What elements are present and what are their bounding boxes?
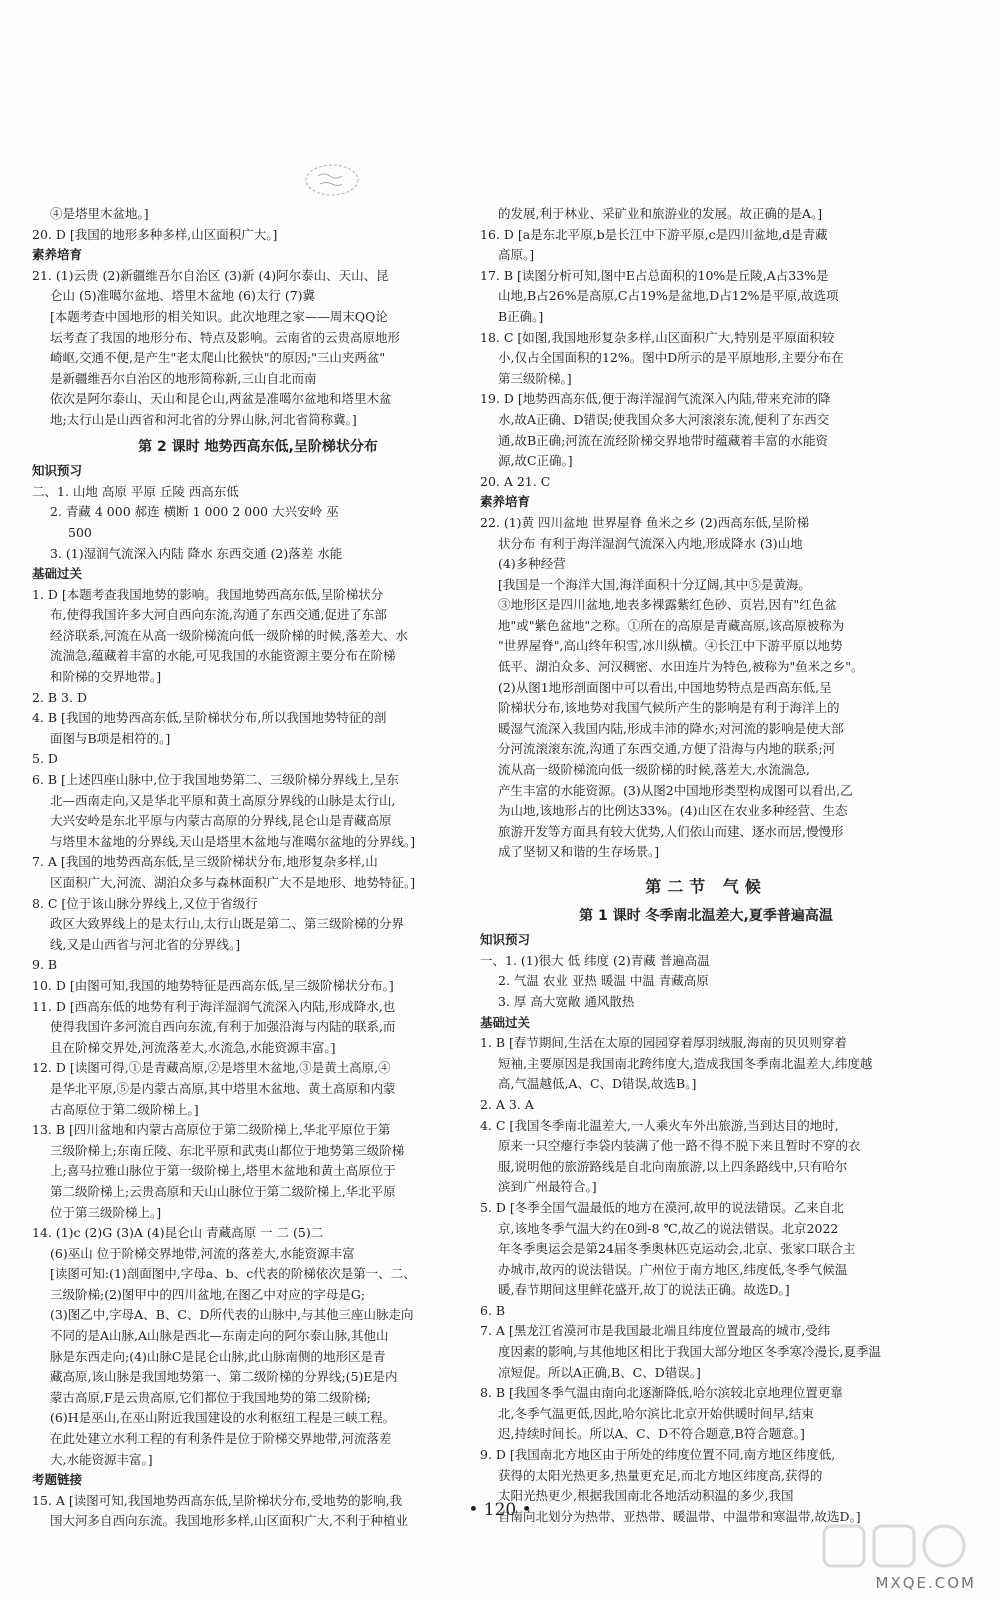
text-line: 暖湿气流深入我国内陆,形成丰沛的降水;对河流的影响是使大部: [498, 720, 844, 736]
text-line: 小,仅占全国面积的12%。图中D所示的是平原地形,主要分布在: [498, 350, 844, 366]
text-line: 京,该地冬季气温大约在0到-8 ℃,故乙的说法错误。北京2022: [498, 1220, 839, 1236]
ink-stamp-icon: [300, 160, 364, 200]
text-line: 暖,春节期间这里鲜花盛开,故丁的说法正确。故选D。]: [498, 1282, 790, 1298]
text-line: 5. D: [32, 751, 58, 767]
text-line: 依次是阿尔泰山、天山和昆仑山,两盆是准噶尔盆地和塔里木盆: [50, 391, 392, 407]
text-line: (6)H是巫山,在巫山附近我国建设的水利枢纽工程是三峡工程。: [50, 1410, 396, 1426]
text-line: 面图与B项是相符的。]: [50, 730, 171, 746]
text-line: 22. (1)黄 四川盆地 世界屋脊 鱼米之乡 (2)西高东低,呈阶梯: [480, 514, 810, 530]
text-line: 低平、湖泊众多、河汉稠密、水田连片为特色,被称为"鱼米之乡"。: [498, 659, 864, 675]
text-line: (6)巫山 位于阶梯交界地带,河流的落差大,水能资源丰富: [50, 1245, 355, 1261]
text-line: 14. (1)c (2)G (3)A (4)昆仑山 青藏高原 一 二 (5)二: [32, 1225, 324, 1241]
text-line: 8. C [位于该山脉分界线上,又位于省级行: [32, 895, 258, 911]
text-line: 高,气温越低,A、C、D错误,故选B。]: [498, 1076, 697, 1092]
text-line: 大兴安岭是东北平原与内蒙古高原的分界线,昆仑山是青藏高原: [50, 813, 392, 829]
lesson-title: 第 2 课时 地势西高东低,呈阶梯状分布: [138, 438, 378, 455]
text-line: 7. A [黑龙江省漠河市是我国最北端且纬度位置最高的城市,受纬: [480, 1323, 831, 1339]
text-line: 且在阶梯交界处,河流落差大,水流急,水能资源丰富。]: [50, 1039, 336, 1055]
text-line: "世界屋脊",高山终年积雪,冰川纵横。④长江中下游平原以地势: [498, 638, 843, 654]
text-line: 一、1. (1)很大 低 纬度 (2)青藏 普遍高温: [480, 952, 710, 968]
text-line: 政区大致界线上的是太行山,太行山既是第二、第三级阶梯的分界: [50, 916, 404, 932]
text-line: (3)图乙中,字母A、B、C、D所代表的山脉中,与其他三座山脉走向: [50, 1307, 414, 1323]
text-line: 水,故A正确、D错误;使我国众多大河滚滚东流,便利了东西交: [498, 411, 830, 427]
text-line: 流从高一级阶梯流向低一级阶梯的时候,落差大,水流湍急,: [498, 762, 810, 778]
text-line: 办城市,故丙的说法错误。广州位于南方地区,纬度低,冬季气候温: [498, 1261, 848, 1277]
text-line: 第三级阶梯。]: [498, 370, 572, 386]
text-line: B正确。]: [498, 308, 544, 324]
text-line: 北—西南走向,又是华北平原和黄土高原分界线的山脉是太行山,: [50, 792, 396, 808]
text-line: 2. 青藏 4 000 郝连 横断 1 000 2 000 大兴安岭 巫: [50, 504, 339, 520]
text-line: 蒙古高原,F是云贵高原,它们都位于我国地势的第二级阶梯;: [50, 1389, 371, 1405]
lesson-title: 第 1 课时 冬季南北温差大,夏季普遍高温: [579, 907, 833, 924]
text-line: 短袖,主要原因是我国南北跨纬度大,造成我国冬季南北温差大,纬度越: [498, 1055, 873, 1071]
text-line: 自南向北划分为热带、亚热带、暖温带、中温带和寒温带,故选D。]: [498, 1508, 861, 1524]
text-line: 21. (1)云贵 (2)新疆维吾尔自治区 (3)新 (4)阿尔泰山、天山、昆: [32, 267, 389, 283]
text-line: 是华北平原,⑤是内蒙古高原,其中塔里木盆地、黄土高原和内蒙: [50, 1080, 396, 1096]
text-line: 6. B [上述四座山脉中,位于我国地势第二、三级阶梯分界线上,呈东: [32, 772, 399, 788]
text-line: 坛考查了我国的地形分布、特点及影响。云南省的云贵高原地形: [50, 329, 401, 345]
text-line: 仑山 (5)准噶尔盆地、塔里木盆地 (6)太行 (7)冀: [50, 288, 316, 304]
section-heading: 素养培育: [480, 494, 531, 510]
text-line: 通,故B正确;河流在流经阶梯交界地带时蕴藏着丰富的水能资: [498, 432, 828, 448]
text-line: 年冬季奥运会是第24届冬季奥林匹克运动会,北京、张家口联合主: [498, 1241, 856, 1257]
text-line: 2. B 3. D: [32, 689, 87, 705]
text-line: 地;太行山是山西省和河北省的分界山脉,河北省简称冀。]: [50, 411, 357, 427]
text-line: 成了坚韧又和谐的生存场景。]: [498, 844, 660, 860]
text-line: [读图可知:(1)剖面图中,字母a、b、c代表的阶梯依次是第一、二、: [50, 1266, 416, 1282]
text-line: [本题考查中国地形的相关知识。此次地理之家——周末QQ论: [50, 308, 388, 324]
text-line: 原来一只空瘪行李袋内装满了他一路不得不脱下来且暂时不穿的衣: [498, 1138, 861, 1154]
section-heading: 知识预习: [32, 463, 83, 479]
text-line: 19. D [地势西高东低,便于海洋湿润气流深入内陆,带来充沛的降: [480, 391, 831, 407]
text-line: 17. B [读图分析可知,图中E占总面积的10%是丘陵,A占33%是: [480, 267, 829, 283]
text-line: 1. D [本题考查我国地势的影响。我国地势西高东低,呈阶梯状分: [32, 586, 384, 602]
text-line: 和阶梯的交界地带。]: [50, 669, 162, 685]
section-heading: 知识预习: [480, 932, 531, 948]
text-line: 7. A [我国的地势西高东低,呈三级阶梯状分布,地形复杂多样,山: [32, 854, 378, 870]
text-line: 为山地,该地形占的比例达33%。(4)山区在农业多种经营、生态: [498, 803, 848, 819]
text-line: 大,水能资源丰富。]: [50, 1451, 153, 1467]
text-line: 3. 厚 高大宽敞 通风散热: [498, 993, 635, 1009]
text-line: 500: [68, 524, 92, 540]
text-line: 与塔里木盆地的分界线,天山是塔里木盆地与准噶尔盆地的分界线。]: [50, 833, 416, 849]
text-line: 地"或"紫色盆地"之称。①所在的高原是青藏高原,该高原被称为: [498, 617, 845, 633]
section-heading: 考题链接: [32, 1472, 83, 1488]
text-line: 状分布 有利于海洋湿润气流深入内地,形成降水 (3)山地: [498, 535, 803, 551]
text-line: 5. D [冬季全国气温最低的地方在漠河,故甲的说法错误。乙来自北: [480, 1199, 844, 1215]
text-line: 2. A 3. A: [480, 1096, 534, 1112]
text-line: 国大河多自西向东流。我国地形多样,山区面积广大,不利于种植业: [50, 1513, 408, 1529]
text-line: 山地,B占26%是高原,C占19%是盆地,D占12%是平原,故选项: [498, 288, 839, 304]
text-line: 旅游开发等方面具有较大优势,人们依山而建、逐水而居,慢慢形: [498, 823, 844, 839]
text-line: ④是塔里木盆地。]: [50, 206, 149, 221]
text-line: 18. C [如图,我国地形复杂多样,山区面积广大,特别是平原面积较: [480, 329, 835, 345]
text-line: 20. D [我国的地形多种多样,山区面积广大。]: [32, 226, 278, 242]
section-heading: 基础过关: [32, 566, 83, 582]
text-line: 不同的是A山脉,A山脉是西北—东南走向的阿尔泰山脉,其他山: [50, 1328, 389, 1344]
text-line: 1. B [春节期间,生活在太原的园园穿着厚羽绒服,海南的贝贝则穿着: [480, 1035, 847, 1051]
left-column: [32, 204, 484, 1532]
text-line: 布,使得我国许多大河自西向东流,沟通了东西交通,促进了东部: [50, 607, 387, 623]
text-line: 11. D [西高东低的地势有利于海洋湿润气流深入内陆,形成降水,也: [32, 998, 396, 1014]
text-line: 区面积广大,河流、湖泊众多与森林面积广大不是地形、地势特征。]: [50, 875, 416, 890]
text-line: [我国是一个海洋大国,海洋面积十分辽阔,其中⑤是黄海。: [498, 576, 811, 592]
text-line: 20. A 21. C: [480, 473, 551, 489]
text-line: 高原。]: [498, 247, 535, 263]
text-line: 流湍急,蕴藏着丰富的水能,可见我国的水能资源主要分布在阶梯: [50, 648, 396, 664]
text-line: 上;喜马拉雅山脉位于第一级阶梯上,塔里木盆地和黄土高原位于: [50, 1163, 396, 1179]
text-line: 线,又是山西省与河北省的分界线。]: [50, 936, 241, 952]
text-line: 藏高原,该山脉是我国地势第一、第二级阶梯的分界线;(5)E是内: [50, 1369, 398, 1385]
text-line: 的发展,利于林业、采矿业和旅游业的发展。故正确的是A。]: [498, 206, 823, 221]
text-line: 4. B [我国的地势西高东低,呈阶梯状分布,所以我国地势特征的剖: [32, 710, 387, 726]
text-line: 6. B: [480, 1302, 506, 1318]
text-line: 16. D [a是东北平原,b是长江中下游平原,c是四川盆地,d是青藏: [480, 226, 828, 242]
text-line: 崎岖,交通不便,是产生"老太爬山比猴快"的原因;"三山夹两盆": [50, 350, 386, 366]
text-line: (2)从图1地形剖面图中可以看出,中国地势特点是西高东低,呈: [498, 679, 832, 695]
watermark-text: MXQE.COM: [875, 1574, 976, 1592]
text-line: 太阳光热更少,根据我国南北各地活动积温的多少,我国: [498, 1488, 794, 1504]
text-line: 阶梯状分布,该地势对我国气候所产生的影响是有利于海洋上的: [498, 700, 840, 716]
text-line: ③地形区是四川盆地,地表多裸露紫红色砂、页岩,因有"红色盆: [498, 597, 837, 613]
text-line: 8. B [我国冬季气温由南向北逐渐降低,哈尔滨较北京地理位置更靠: [480, 1385, 843, 1401]
text-line: 三级阶梯上;东南丘陵、东北平原和武夷山都位于地势第三级阶梯: [50, 1142, 405, 1158]
text-line: 10. D [由图可知,我国的地势特征是西高东低,呈三级阶梯状分布。]: [32, 977, 394, 993]
section-heading: 素养培育: [32, 247, 83, 263]
text-line: 滨到广州最符合。]: [498, 1179, 597, 1195]
text-line: 产生丰富的水能资源。(3)从图2中国地形类型构成图可以看出,乙: [498, 782, 853, 798]
section-heading: 基础过关: [480, 1014, 531, 1030]
chapter-title: 第二节 气候: [645, 877, 767, 896]
text-line: (4)多种经营: [498, 556, 566, 572]
text-line: 3. (1)湿润气流深入内陆 降水 东西交通 (2)落差 水能: [50, 545, 343, 561]
text-line: 9. B: [32, 957, 58, 973]
text-line: 服,说明他的旅游路线是自北向南旅游,以上四条路线中,只有哈尔: [498, 1158, 848, 1174]
text-line: 三级阶梯;(2)图甲中的四川盆地,在图乙中对应的字母是G;: [50, 1286, 366, 1302]
text-line: 分河流滚滚东流,沟通了东西交通,方便了沿海与内地的联系;河: [498, 741, 836, 757]
text-line: 古高原位于第二级阶梯上。]: [50, 1101, 199, 1117]
text-line: 9. D [我国南北方地区由于所处的纬度位置不同,南方地区纬度低,: [480, 1447, 836, 1463]
text-line: 在此处建立水利工程的有利条件是位于阶梯交界地带,河流落差: [50, 1431, 392, 1447]
text-line: 13. B [四川盆地和内蒙古高原位于第二级阶梯上,华北平原位于第: [32, 1122, 391, 1138]
text-line: 脉是东西走向;(4)山脉C是昆仑山脉,此山脉南侧的地形区是青: [50, 1348, 386, 1364]
text-line: 经济联系,河流在从高一级阶梯流向低一级阶梯的时候,落差大、水: [50, 627, 408, 643]
text-line: 2. 气温 农业 亚热 暖温 中温 青藏高原: [498, 973, 709, 989]
text-line: 12. D [读图可得,①是青藏高原,②是塔里木盆地,③是黄土高原,④: [32, 1060, 391, 1076]
text-line: 源,故C正确。]: [498, 453, 573, 469]
text-line: 4. C [我国冬季南北温差大,一人乘火车外出旅游,当到达目的地时,: [480, 1117, 839, 1133]
text-line: 位于第三级阶梯上。]: [50, 1204, 162, 1220]
text-line: 15. A [读图可知,我国地势西高东低,呈阶梯状分布,受地势的影响,我: [32, 1492, 403, 1508]
text-line: 北,冬季气温更低,因此,哈尔滨比北京开始供暖时间早,结束: [498, 1405, 814, 1421]
text-line: 度因素的影响,与其他地区相比于我国大部分地区冬季寒冷漫长,夏季温: [498, 1344, 881, 1360]
right-column: [480, 204, 932, 1527]
text-line: 二、1. 山地 高原 平原 丘陵 西高东低: [32, 483, 239, 499]
text-line: 凉短促。所以A正确,B、C、D错误。]: [498, 1364, 701, 1380]
text-line: 迟,持续时间长。所以A、C、D不符合题意,B符合题意。]: [498, 1426, 805, 1442]
text-line: 第二级阶梯上;云贵高原和天山山脉位于第二级阶梯上,华北平原: [50, 1183, 396, 1199]
text-line: 使得我国许多河流自西向东流,有利于加强沿海与内陆的联系,而: [50, 1019, 396, 1035]
text-line: 获得的太阳光热更多,热量更充足,而北方地区纬度高,获得的: [498, 1467, 823, 1483]
text-line: 是新疆维吾尔自治区的地形简称新,三山自北而南: [50, 370, 317, 386]
page-number: • 120 •: [468, 1500, 532, 1520]
